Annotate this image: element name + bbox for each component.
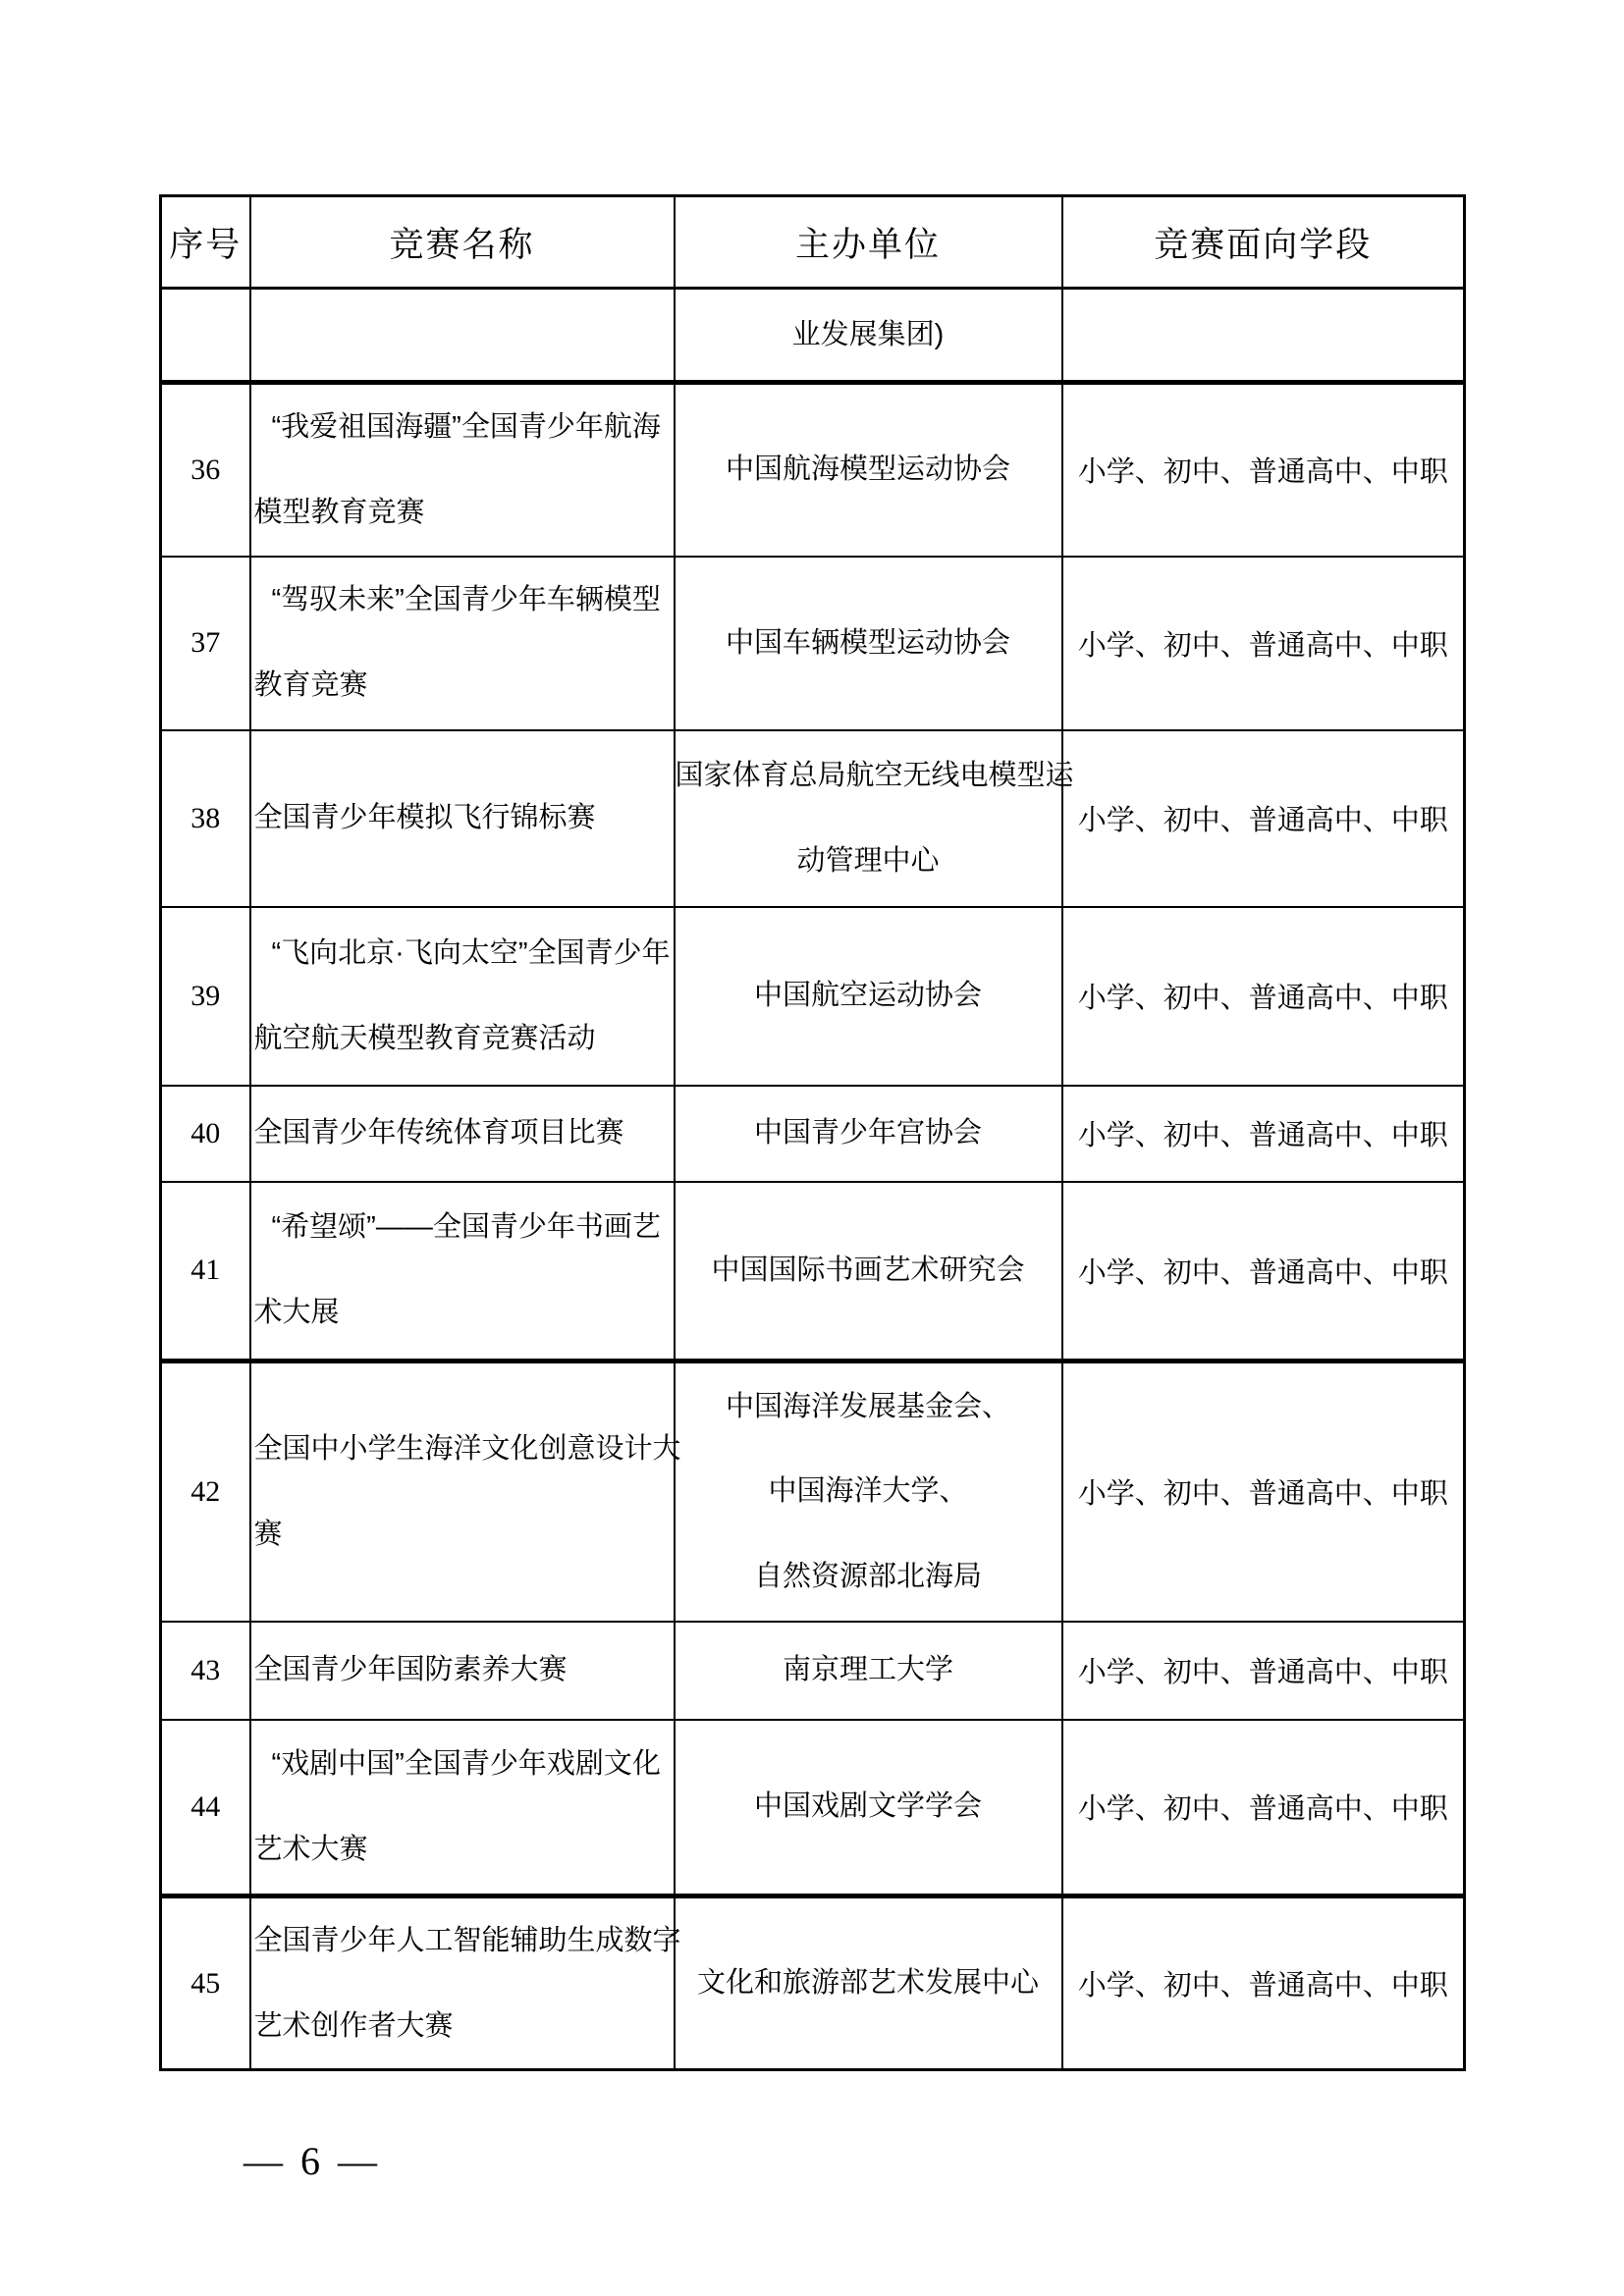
cell-stage: 小学、初中、普通高中、中职 [1062,730,1465,907]
org-line: 业发展集团) [791,318,945,350]
cell-name [250,730,675,907]
cell-name [250,907,675,1086]
org-line: 中国车辆模型运动协会 [725,626,1010,659]
cell-stage: 小学、初中、普通高中、中职 [1062,907,1465,1086]
cell-no: 43 [161,1622,250,1720]
org-line: 动管理中心 [796,844,940,877]
cell-org [675,1086,1062,1182]
org-line: 中国海洋发展基金会、 [725,1390,1010,1422]
org-line: 中国航海模型运动协会 [725,454,1010,486]
cell-name [250,1622,675,1720]
table-row [161,730,1465,907]
cell-org [675,1896,1062,2070]
table-header-row [161,196,1465,289]
org-line: 文化和旅游部艺术发展中心 [696,1967,1039,2000]
cell-org [675,907,1062,1086]
org-line: 国家体育总局航空无线电模型运 [675,759,1074,791]
table-row [161,1622,1465,1720]
cell-stage: 小学、初中、普通高中、中职 [1062,1896,1465,2070]
header-competition-name: 竞赛名称 [250,196,675,289]
org-line: 自然资源部北海局 [753,1561,982,1593]
cell-org [675,557,1062,730]
name-line: 模型教育竞赛 [253,496,425,528]
name-line: 艺术大赛 [253,1833,368,1865]
cell-org [675,1622,1062,1720]
cell-no: 36 [161,383,250,557]
table-row [161,907,1465,1086]
name-line: “驾驭未来”全国青少年车辆模型 [271,584,661,616]
cell-stage: 小学、初中、普通高中、中职 [1062,383,1465,557]
name-line: 教育竞赛 [253,669,368,701]
name-line: 赛 [253,1518,283,1550]
cell-name [250,1896,681,2070]
cell-no: 37 [161,557,250,730]
name-line: “我爱祖国海疆”全国青少年航海 [271,410,661,443]
name-line: 全国青少年模拟飞行锦标赛 [253,802,596,834]
cell-org [675,383,1062,557]
org-line: 中国海洋大学、 [768,1475,968,1508]
cell-name [250,557,675,730]
cell-org [675,1182,1062,1362]
cell-name [250,1182,675,1362]
cell-name [250,1720,675,1896]
org-line: 中国航空运动协会 [753,980,982,1012]
cell-stage: 小学、初中、普通高中、中职 [1062,1362,1465,1622]
table-row [161,1362,1465,1622]
cell-name [250,383,675,557]
cell-no: 41 [161,1182,250,1362]
header-school-stage: 竞赛面向学段 [1062,196,1465,289]
cell-no: 38 [161,730,250,907]
org-line: 南京理工大学 [782,1654,953,1686]
name-line: 全国中小学生海洋文化创意设计大 [253,1432,681,1465]
cell-stage [1062,289,1465,383]
page-number: — 6 — [244,2139,381,2183]
name-line: “飞向北京·飞向太空”全国青少年 [271,936,671,969]
name-line: 艺术创作者大赛 [253,2009,454,2042]
table-row [161,1720,1465,1896]
cell-no: 45 [161,1896,250,2070]
cell-no [161,289,250,383]
header-organizer: 主办单位 [675,196,1062,289]
cell-stage: 小学、初中、普通高中、中职 [1062,557,1465,730]
table-row [161,383,1465,557]
name-line: 全国青少年传统体育项目比赛 [253,1117,624,1149]
name-line: 术大展 [253,1297,340,1329]
cell-stage: 小学、初中、普通高中、中职 [1062,1182,1465,1362]
table-row [161,1182,1465,1362]
cell-org [675,1362,1062,1622]
cell-no: 39 [161,907,250,1086]
name-line: “戏剧中国”全国青少年戏剧文化 [271,1747,661,1780]
name-line: 全国青少年人工智能辅助生成数字 [253,1924,681,1956]
cell-no: 44 [161,1720,250,1896]
name-line: 航空航天模型教育竞赛活动 [253,1022,596,1054]
table-row [161,1086,1465,1182]
cell-name [250,1362,681,1622]
cell-org [675,289,1062,383]
name-line: 全国青少年国防素养大赛 [253,1654,568,1686]
org-line: 中国国际书画艺术研究会 [711,1254,1025,1286]
org-line: 中国青少年宫协会 [753,1117,982,1149]
table-row [161,1896,1465,2070]
table-row [161,557,1465,730]
cell-org [675,730,1074,907]
org-line: 中国戏剧文学学会 [753,1790,982,1823]
table-row-continuation [161,289,1465,383]
name-line: “希望颂”——全国青少年书画艺 [271,1211,661,1244]
cell-org [675,1720,1062,1896]
cell-name [250,1086,675,1182]
header-no: 序号 [161,196,250,289]
cell-no: 42 [161,1362,250,1622]
cell-stage: 小学、初中、普通高中、中职 [1062,1622,1465,1720]
cell-name [250,289,675,383]
cell-stage: 小学、初中、普通高中、中职 [1062,1720,1465,1896]
competition-table [159,194,1466,2071]
cell-no: 40 [161,1086,250,1182]
cell-stage: 小学、初中、普通高中、中职 [1062,1086,1465,1182]
